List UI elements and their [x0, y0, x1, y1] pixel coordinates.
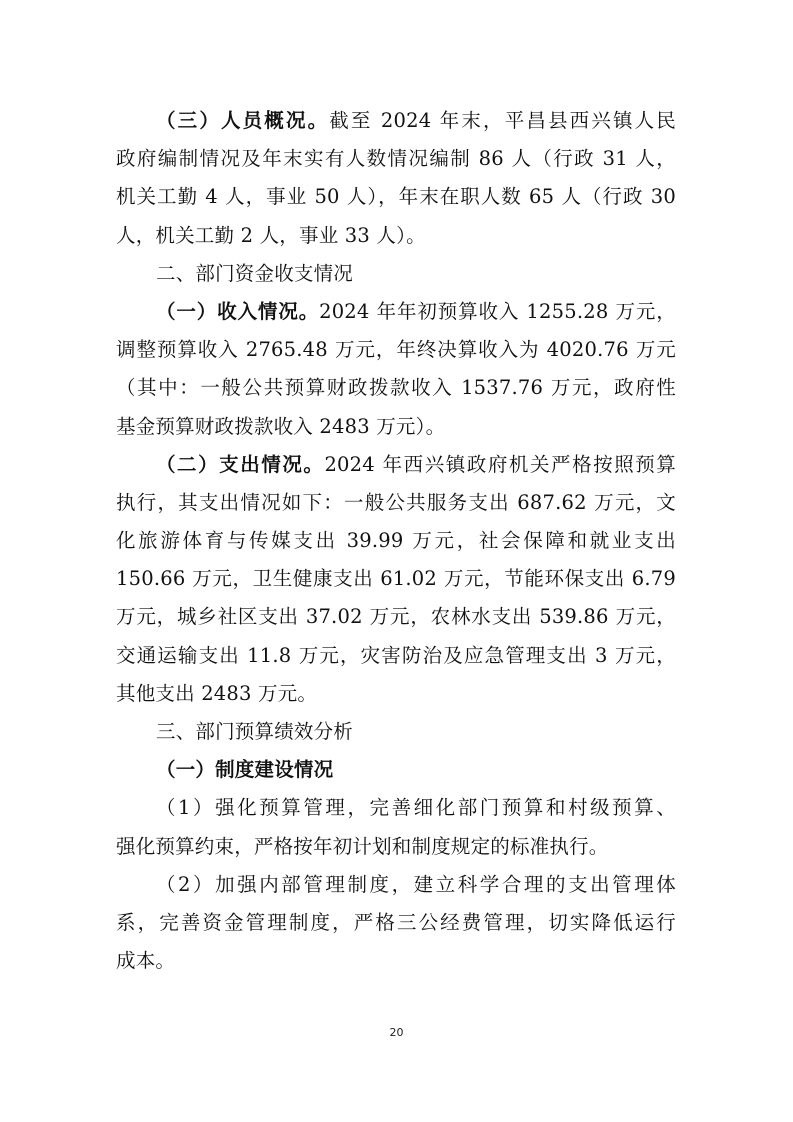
text-line — [116, 255, 676, 293]
text-line — [116, 331, 676, 369]
line-text: （1）强化预算管理，完善细化部门预算和村级预算、 — [156, 796, 676, 820]
bold-heading-text: （二）支出情况。 — [156, 452, 325, 476]
text-line — [116, 522, 676, 560]
line-text: 强化预算约束，严格按年初计划和制度规定的标准执行。 — [116, 834, 609, 858]
line-text: 调整预算收入 2765.48 万元，年终决算收入为 4020.76 万元 — [116, 338, 676, 362]
paragraph — [116, 255, 676, 293]
text-line — [116, 102, 676, 140]
text-line — [116, 293, 676, 331]
text-line — [116, 446, 676, 484]
text-line — [116, 637, 676, 675]
line-text: 交通运输支出 11.8 万元，灾害防治及应急管理支出 3 万元， — [116, 643, 676, 667]
line-text: 2024 年西兴镇政府机关严格按照预算 — [324, 452, 677, 476]
text-line — [116, 904, 676, 942]
page-number: 20 — [389, 1026, 404, 1039]
line-text: 人，机关工勤 2 人，事业 33 人）。 — [116, 223, 426, 247]
bold-heading-text: （一）制度建设情况 — [156, 758, 334, 782]
text-line — [116, 866, 676, 904]
line-text: 执行，其支出情况如下：一般公共服务支出 687.62 万元，文 — [116, 490, 676, 514]
line-text: 三、部门预算绩效分析 — [156, 720, 354, 743]
text-line — [116, 713, 676, 751]
line-text: 基金预算财政拨款收入 2483 万元）。 — [116, 414, 446, 438]
paragraph — [116, 866, 676, 981]
body-text — [116, 102, 676, 980]
text-line — [116, 942, 676, 980]
line-text: 150.66 万元，卫生健康支出 61.02 万元，节能环保支出 6.79 — [116, 567, 676, 591]
text-line — [116, 369, 676, 407]
line-text: 二、部门资金收支情况 — [156, 261, 354, 285]
bold-heading-text: （三）人员概况。 — [156, 109, 330, 132]
text-line — [116, 675, 676, 713]
paragraph — [116, 751, 676, 789]
paragraph — [116, 789, 676, 865]
text-line — [116, 140, 676, 178]
line-text: 机关工勤 4 人，事业 50 人），年末在职人数 65 人（行政 30 — [116, 185, 676, 209]
line-text: （2）加强内部管理制度，建立科学合理的支出管理体 — [156, 872, 676, 896]
text-line — [116, 484, 676, 522]
line-text: 成本。 — [116, 949, 176, 973]
paragraph — [116, 102, 676, 255]
line-text: 截至 2024 年末，平昌县西兴镇人民 — [329, 109, 676, 132]
text-line — [116, 408, 676, 446]
paragraph — [116, 446, 676, 713]
text-line — [116, 598, 676, 636]
line-text: 2024 年年初预算收入 1255.28 万元， — [319, 299, 676, 323]
paragraph — [116, 293, 676, 446]
line-text: 政府编制情况及年末实有人数情况编制 86 人（行政 31 人， — [116, 147, 676, 171]
text-line — [116, 178, 676, 216]
text-line — [116, 751, 676, 789]
line-text: 其他支出 2483 万元。 — [116, 681, 318, 705]
line-text: 化旅游体育与传媒支出 39.99 万元，社会保障和就业支出 — [116, 529, 676, 553]
text-line — [116, 217, 676, 255]
text-line — [116, 789, 676, 827]
text-line — [116, 828, 676, 866]
line-text: 系，完善资金管理制度，严格三公经费管理，切实降低运行 — [116, 910, 676, 934]
text-line — [116, 560, 676, 598]
bold-heading-text: （一）收入情况。 — [156, 299, 320, 323]
line-text: 万元，城乡社区支出 37.02 万元，农林水支出 539.86 万元， — [116, 605, 676, 629]
line-text: （其中：一般公共预算财政拨款收入 1537.76 万元，政府性 — [116, 376, 676, 400]
paragraph — [116, 713, 676, 751]
